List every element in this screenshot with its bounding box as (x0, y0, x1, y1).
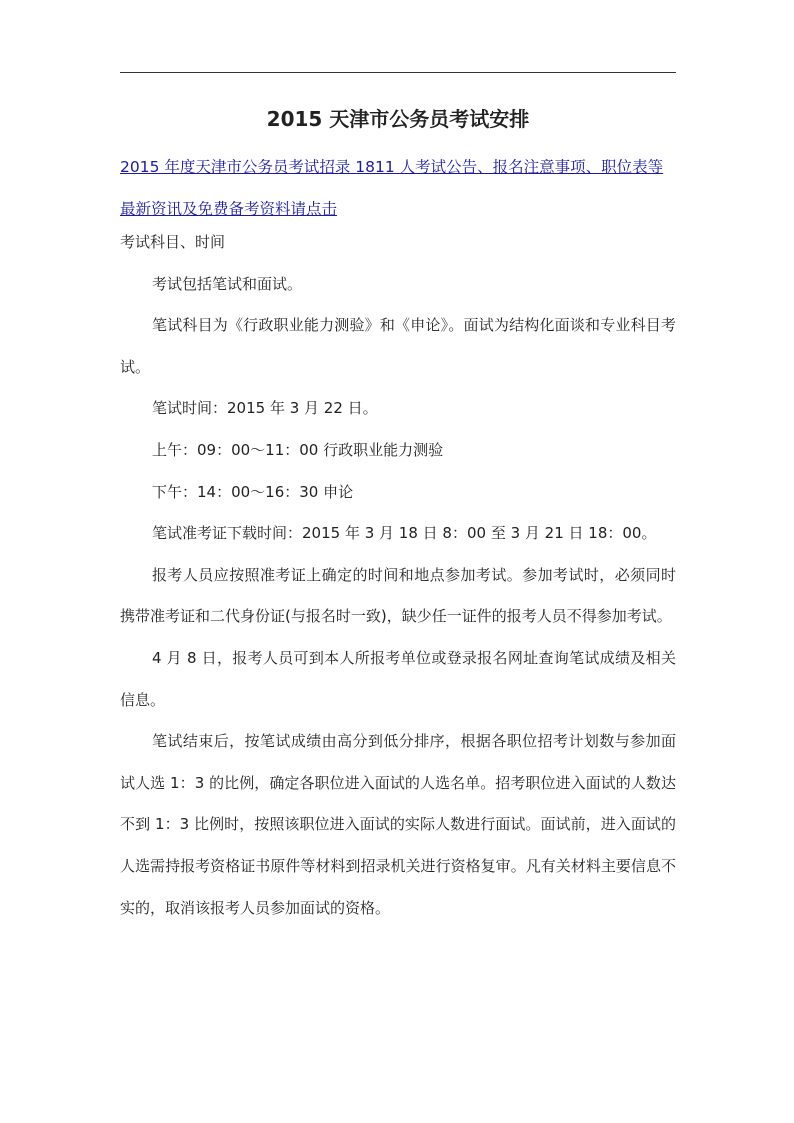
paragraph-score-query: 4 月 8 日，报考人员可到本人所报考单位或登录报名网址查询笔试成绩及相关信息。 (120, 648, 676, 709)
paragraph-interview-selection: 笔试结束后，按笔试成绩由高分到低分排序，根据各职位招考计划数与参加面试人选 1：3 的比例，确定各职位进入面试的人选名单。招考职位进入面试的人数达不到 1：3 比例时，按照该职位进入面试的实际人数进行面试。面试前，进入面试的人选需持报考资格证书原件等材料到招录机关进行资格复审。凡有关材料主要信息不实的，取消该报考人员参加面试的资格。 (120, 732, 676, 917)
announcement-link[interactable]: 2015 年度天津市公务员考试招录 1811 人考试公告、报名注意事项、职位表等最新资讯及免费备考资料请点击 (120, 158, 664, 218)
header-rule (120, 72, 676, 73)
paragraph-written-subjects: 笔试科目为《行政职业能力测验》和《申论》。面试为结构化面谈和专业科目考试。 (120, 316, 676, 376)
document-title: 2015 天津市公务员考试安排 (266, 107, 530, 131)
section-heading: 考试科目、时间 (120, 233, 226, 251)
paragraph-written-date: 笔试时间：2015 年 3 月 22 日。 (152, 399, 378, 418)
paragraph-afternoon-session: 下午：14：00～16：30 申论 (152, 482, 354, 501)
paragraph-morning-session: 上午：09：00～11：00 行政职业能力测验 (152, 440, 444, 459)
paragraph-attendance-rules: 报考人员应按照准考证上确定的时间和地点参加考试。参加考试时，必须同时携带准考证和二代身份证(与报名时一致)，缺少任一证件的报考人员不得参加考试。 (120, 565, 676, 626)
document-body (120, 222, 676, 929)
paragraph-admission-download: 笔试准考证下载时间：2015 年 3 月 18 日 8：00 至 3 月 21 日 18：00。 (152, 524, 657, 543)
paragraph-exam-contents: 考试包括笔试和面试。 (152, 274, 303, 293)
